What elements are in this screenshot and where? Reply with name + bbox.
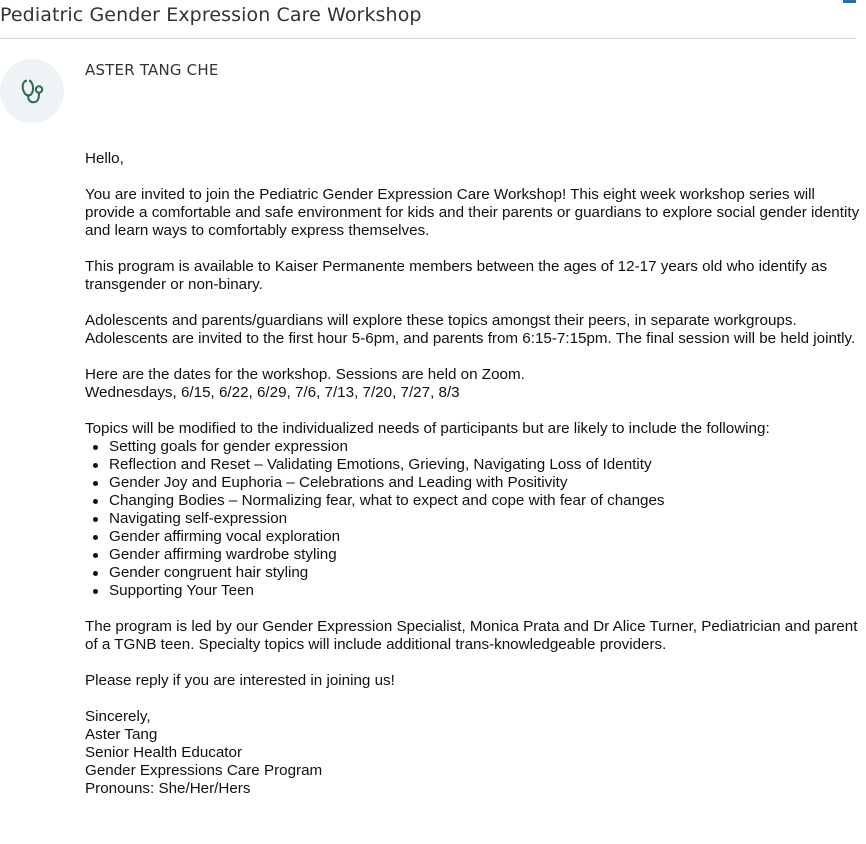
window-control-indicator[interactable] (843, 0, 856, 3)
list-item: Changing Bodies – Normalizing fear, what to expect and cope with fear of changes (109, 492, 860, 510)
email-body (85, 150, 860, 798)
list-item: Supporting Your Teen (109, 582, 860, 600)
list-item: Gender Joy and Euphoria – Celebrations and Leading with Positivity (109, 474, 860, 492)
sender-name[interactable]: ASTER TANG CHE (85, 61, 219, 79)
list-item: Setting goals for gender expression (109, 438, 860, 456)
signature-pronouns: Pronouns: She/Her/Hers (85, 780, 251, 797)
topics-intro-text: Topics will be modified to the individualized needs of participants but are likely to include the following: (85, 420, 770, 437)
header-divider (0, 38, 856, 39)
signature-block (85, 708, 860, 798)
list-item: Gender affirming wardrobe styling (109, 546, 860, 564)
list-item: Navigating self-expression (109, 510, 860, 528)
signature-closing: Sincerely, (85, 708, 151, 725)
list-item: Reflection and Reset – Validating Emotions, Grieving, Navigating Loss of Identity (109, 456, 860, 474)
leaders-paragraph: The program is led by our Gender Expression Specialist, Monica Prata and Dr Alice Turner, Pediatrician and parent of a TGNB teen. Specialty topics will include additional trans-knowledgeable providers. (85, 618, 858, 653)
topics-list (85, 438, 860, 600)
dates-intro-text: Here are the dates for the workshop. Sessions are held on Zoom. (85, 366, 525, 383)
signature-program: Gender Expressions Care Program (85, 762, 323, 779)
intro-paragraph: You are invited to join the Pediatric Gender Expression Care Workshop! This eight week workshop series will provide a comfortable and safe environment for kids and their parents or guardians to explore social gender identity and learn ways to comfortably express themselves. (85, 186, 860, 239)
sender-avatar[interactable] (0, 59, 64, 123)
dates-text: Wednesdays, 6/15, 6/22, 6/29, 7/6, 7/13, 7/20, 7/27, 8/3 (85, 384, 460, 401)
eligibility-paragraph: This program is available to Kaiser Permanente members between the ages of 12-17 years old who identify as transgender or non-binary. (85, 258, 828, 293)
stethoscope-icon (17, 76, 47, 106)
list-item: Gender congruent hair styling (109, 564, 860, 582)
signature-name: Aster Tang (85, 726, 158, 743)
greeting-text: Hello, (85, 150, 124, 167)
call-to-action-text: Please reply if you are interested in joining us! (85, 672, 395, 689)
schedule-paragraph: Adolescents and parents/guardians will explore these topics amongst their peers, in separate workgroups. Adolescents are invited to the first hour 5-6pm, and parents from 6:15-7:15pm. The final session will be held jointly. (85, 312, 856, 347)
list-item: Gender affirming vocal exploration (109, 528, 860, 546)
email-subject: Pediatric Gender Expression Care Workshop (0, 4, 422, 26)
signature-title: Senior Health Educator (85, 744, 243, 761)
